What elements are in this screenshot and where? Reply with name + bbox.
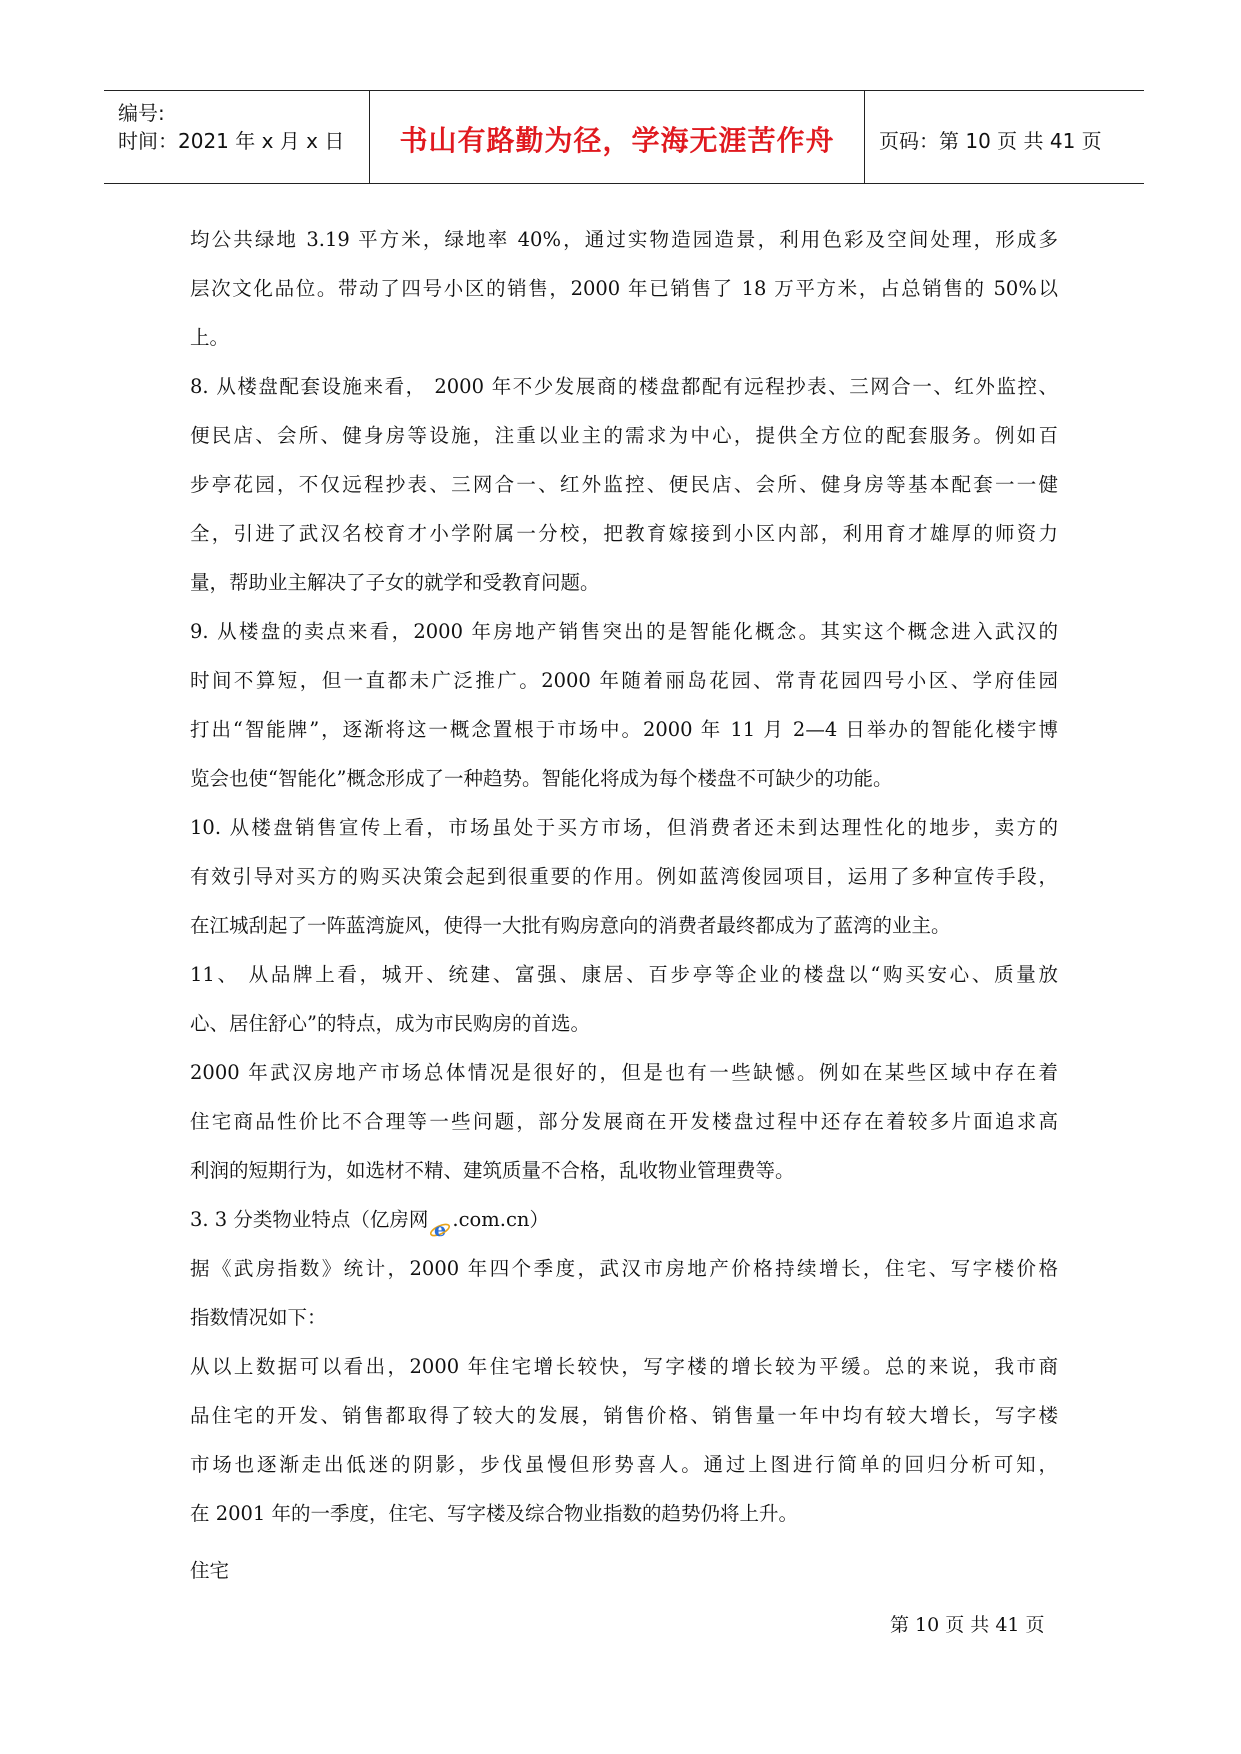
text-line: 打出“智能牌”，逐渐将这一概念置根于市场中。2000 年 11 月 2—4 日举办的智能化楼宇博 [190,718,1058,741]
page-header [104,90,1144,184]
text-line: 览会也使“智能化”概念形成了一种趋势。智能化将成为每个楼盘不可缺少的功能。 [190,767,893,790]
text-line: 在 2001 年的一季度，住宅、写字楼及综合物业指数的趋势仍将上升。 [190,1502,799,1525]
section-heading [190,1195,1058,1244]
text-line: 品住宅的开发、销售都取得了较大的发展，销售价格、销售量一年中均有较大增长，写字楼 [190,1404,1058,1427]
page-footer-number: 第 10 页 共 41 页 [890,1614,1045,1636]
text-line: 指数情况如下： [190,1306,327,1329]
section-heading-domain: .com.cn） [452,1208,549,1231]
text-line: 均公共绿地 3.19 平方米，绿地率 40%，通过实物造园造景，利用色彩及空间处理，形成多 [190,228,1058,251]
header-motto-cell [370,91,865,183]
text-line: 住宅商品性价比不合理等一些问题，部分发展商在开发楼盘过程中还存在着较多片面追求高 [190,1110,1058,1133]
text-line: 有效引导对买方的购买决策会起到很重要的作用。例如蓝湾俊园项目，运用了多种宣传手段， [190,865,1058,888]
text-line: 心、居住舒心”的特点，成为市民购房的首选。 [190,1012,590,1035]
svg-text:e: e [434,1218,447,1241]
text-line: 11、 从品牌上看，城开、统建、富强、康居、百步亭等企业的楼盘以“购买安心、质量放 [190,963,1058,986]
header-page-cell [865,91,1144,183]
text-line: 步亭花园，不仅远程抄表、三网合一、红外监控、便民店、会所、健身房等基本配套一一健 [190,473,1058,496]
text-line: 从以上数据可以看出，2000 年住宅增长较快，写字楼的增长较为平缓。总的来说，我市商 [190,1355,1058,1378]
text-line: 在江城刮起了一阵蓝湾旋风，使得一大批有购房意向的消费者最终都成为了蓝湾的业主。 [190,914,951,937]
section-heading-text: 3. 3 分类物业特点（亿房网 [190,1208,429,1231]
text-line: 全，引进了武汉名校育才小学附属一分校，把教育嫁接到小区内部，利用育才雄厚的师资力 [190,522,1058,545]
motto-text: 书山有路勤为径，学海无涯苦作舟 [399,124,835,157]
text-line: 利润的短期行为，如选材不精、建筑质量不合格，乱收物业管理费等。 [190,1159,795,1182]
document-body [190,215,1058,1595]
serial-number-label: 编号: [118,101,165,125]
text-line: 住宅 [190,1559,230,1582]
header-info-cell [104,91,370,183]
text-line: 便民店、会所、健身房等设施，注重以业主的需求为中心，提供全方位的配套服务。例如百 [190,424,1058,447]
internet-explorer-icon [429,1210,451,1241]
text-line: 9. 从楼盘的卖点来看，2000 年房地产销售突出的是智能化概念。其实这个概念进入武汉的 [190,620,1058,643]
text-line: 2000 年武汉房地产市场总体情况是很好的，但是也有一些缺憾。例如在某些区域中存在着 [190,1061,1058,1084]
text-line: 时间不算短，但一直都未广泛推广。2000 年随着丽岛花园、常青花园四号小区、学府佳园 [190,669,1058,692]
text-line: 上。 [190,326,230,349]
text-line: 量，帮助业主解决了子女的就学和受教育问题。 [190,571,600,594]
text-line: 10. 从楼盘销售宣传上看，市场虽处于买方市场，但消费者还未到达理性化的地步，卖方的 [190,816,1058,839]
text-line: 层次文化品位。带动了四号小区的销售，2000 年已销售了 18 万平方米，占总销售的 50%以 [190,277,1058,300]
text-line: 8. 从楼盘配套设施来看， 2000 年不少发展商的楼盘都配有远程抄表、三网合一、红外监控、 [190,375,1058,398]
text-line: 据《武房指数》统计，2000 年四个季度，武汉市房地产价格持续增长，住宅、写字楼价格 [190,1257,1058,1280]
text-line: 市场也逐渐走出低迷的阴影，步伐虽慢但形势喜人。通过上图进行简单的回归分析可知， [190,1453,1058,1476]
page-code: 页码：第 10 页 共 41 页 [879,129,1102,153]
time-label: 时间：2021 年 x 月 x 日 [118,129,345,153]
